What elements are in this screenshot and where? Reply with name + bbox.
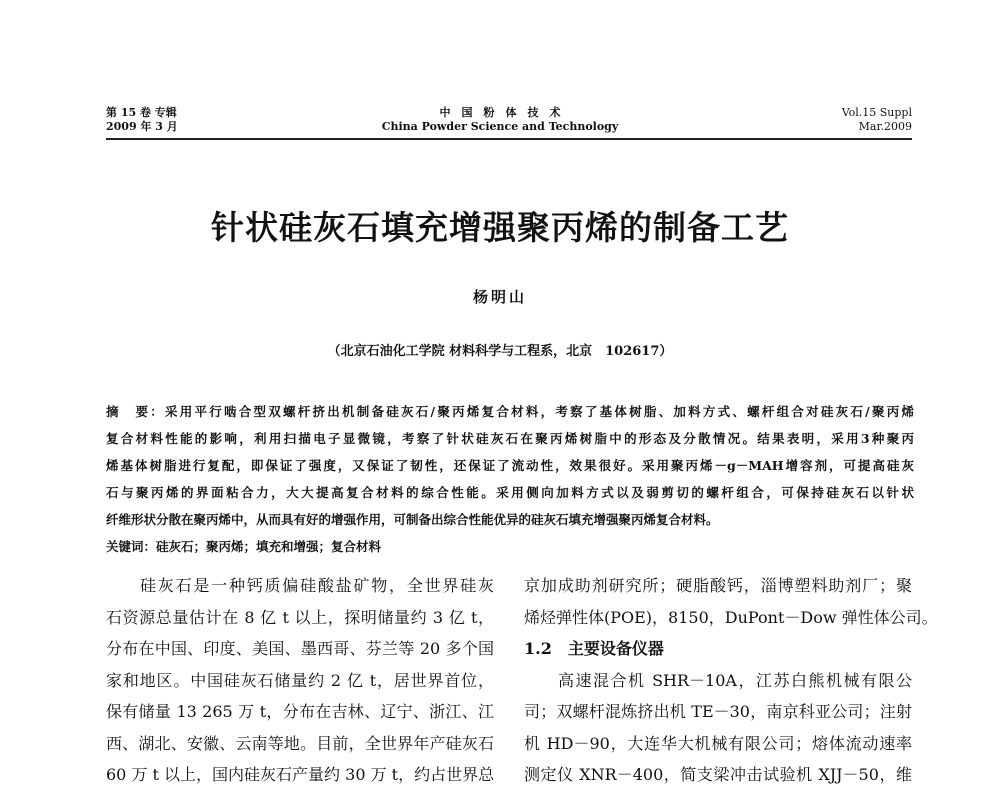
volume-en: Vol.15 Suppl <box>841 106 912 119</box>
body-line: 司；双螺杆混炼挤出机 TE－30，南京科亚公司；注射 <box>524 702 912 721</box>
paper-title: 针状硅灰石填充增强聚丙烯的制备工艺 <box>211 208 789 247</box>
section-heading: 1.2 主要设备仪器 <box>524 639 664 658</box>
body-line: 京加成助剂研究所；硬脂酸钙，淄博塑料助剂厂；聚 <box>524 576 912 595</box>
body-line: 测定仪 XNR－400，简支梁冲击试验机 XJJ－50，维 <box>524 765 912 784</box>
right-column <box>524 570 938 791</box>
body-line: 家和地区。中国硅灰石储量约 2 亿 t，居世界首位， <box>106 670 494 690</box>
keywords: 关键词：硅灰石；聚丙烯；填充和增强；复合材料 <box>106 539 382 554</box>
volume-cn: 第 15 卷 专辑 <box>106 106 177 119</box>
journal-en: China Powder Science and Technology <box>381 120 619 133</box>
abstract-line: 烯基体树脂进行复配，即保证了强度，又保证了韧性，还保证了流动性，效果很好。采用聚丙烯－g－MAH增容剂，可提高硅灰 <box>106 458 914 473</box>
body-line: 硅灰石是一种钙质偏硅酸盐矿物，全世界硅灰 <box>140 576 494 595</box>
abstract-line: 纤维形状分散在聚丙烯中，从而具有好的增强作用，可制备出综合性能优异的硅灰石填充增强聚丙烯复合材料。 <box>106 512 719 527</box>
body-line: 分布在中国、印度、美国、墨西哥、芬兰等 20 多个国 <box>106 639 494 658</box>
body-line: 保有储量 13 265 万 t，分布在吉林、辽宁、浙江、江 <box>106 702 494 721</box>
body-line: 机 HD－90，大连华大机械有限公司；熔体流动速率 <box>524 733 912 753</box>
affiliation: （北京石油化工学院 材料科学与工程系，北京 102617） <box>327 344 673 359</box>
header-right <box>842 106 912 134</box>
body-line: 高速混合机 SHR－10A，江苏白熊机械有限公 <box>558 670 912 690</box>
body-line: 西、湖北、安徽、云南等地。目前，全世界年产硅灰石 <box>106 733 494 753</box>
body-line: 烯烃弹性体(POE)，8150，DuPont－Dow 弹性体公司。 <box>524 607 938 627</box>
author: 杨明山 <box>472 288 527 306</box>
body-line: 石资源总量估计在 8 亿 t 以上，探明储量约 3 亿 t， <box>106 607 494 627</box>
date-cn: 2009 年 3 月 <box>106 120 178 133</box>
left-column <box>106 570 494 791</box>
abstract-line: 摘 要：采用平行啮合型双螺杆挤出机制备硅灰石/聚丙烯复合材料，考察了基体树脂、加料方式、螺杆组合对硅灰石/聚丙烯 <box>106 404 914 419</box>
header-rule <box>106 138 912 140</box>
body-line: 60 万 t 以上，国内硅灰石产量约 30 万 t，约占世界总 <box>106 765 495 784</box>
date-en: Mar.2009 <box>858 120 912 133</box>
abstract <box>106 398 914 560</box>
abstract-line: 复合材料性能的影响，利用扫描电子显微镜，考察了针状硅灰石在聚丙烯树脂中的形态及分散情况。结果表明，采用3种聚丙 <box>106 431 914 446</box>
journal-cn: 中 国 粉 体 技 术 <box>439 106 561 119</box>
abstract-line: 石与聚丙烯的界面粘合力，大大提高复合材料的综合性能。采用侧向加料方式以及弱剪切的螺杆组合，可保持硅灰石以针状 <box>106 485 914 500</box>
